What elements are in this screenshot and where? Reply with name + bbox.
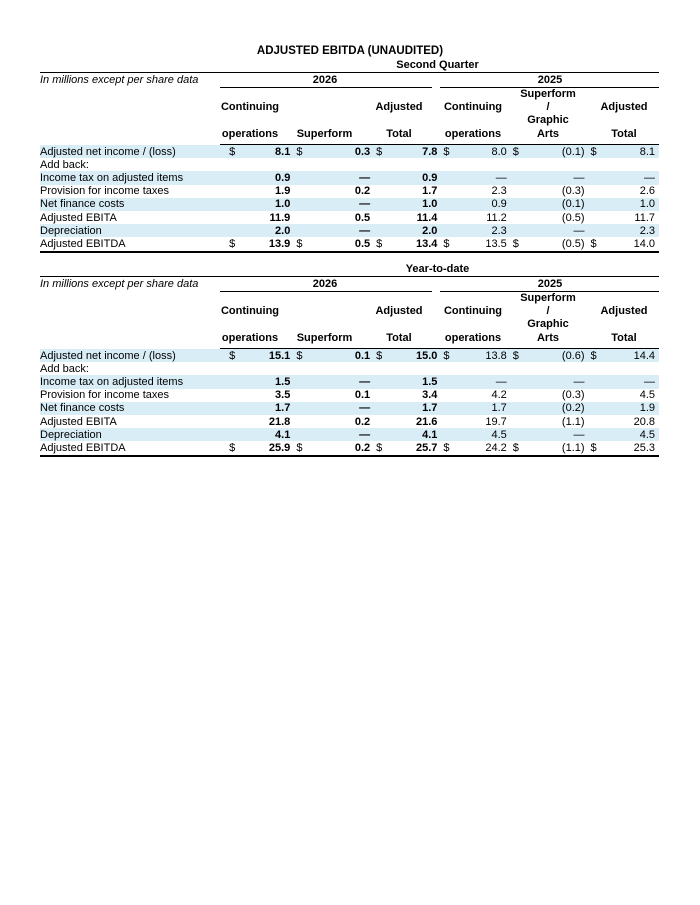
dollar-sign: $ (374, 441, 387, 455)
cell-adjusted-prior: 1.9 (601, 402, 659, 415)
dollar-sign (294, 224, 307, 237)
year-current: 2026 (312, 278, 338, 290)
col-sg-2: / (546, 305, 550, 317)
dollar-sign: $ (294, 145, 307, 158)
cell-continuing-prior: 2.3 (454, 224, 511, 237)
dollar-sign: $ (511, 237, 524, 251)
cell-continuing-current: 1.0 (240, 198, 295, 211)
page-title: ADJUSTED EBITDA (UNAUDITED) (256, 45, 444, 57)
dollar-sign: $ (294, 237, 307, 251)
cell-superform-prior (523, 362, 588, 375)
cell-adjusted-current: 1.7 (387, 402, 442, 415)
table-row (40, 349, 659, 362)
dollar-sign (511, 375, 524, 388)
section-title-q2: Second Quarter (396, 59, 479, 71)
dollar-sign (294, 415, 307, 428)
row-label: Adjusted EBITA (40, 211, 117, 224)
ytd-table-body (40, 349, 659, 456)
cell-continuing-current (240, 362, 295, 375)
row-label: Add back: (40, 158, 89, 171)
cell-superform-prior: (0.1) (523, 198, 588, 211)
cell-adjusted-current (387, 362, 442, 375)
dollar-sign (294, 171, 307, 184)
dollar-sign (441, 211, 454, 224)
dollar-sign: $ (227, 349, 240, 362)
cell-superform-current (307, 362, 374, 375)
dollar-sign (227, 171, 240, 184)
dollar-sign (589, 402, 602, 415)
cell-continuing-current: 15.1 (240, 349, 295, 362)
dollar-sign (374, 211, 387, 224)
cell-adjusted-prior: 2.6 (639, 185, 655, 198)
cell-adjusted-current: 1.0 (387, 198, 442, 211)
cell-continuing-current: 1.7 (240, 402, 295, 415)
dollar-sign (294, 428, 307, 441)
dollar-sign (227, 224, 240, 237)
cell-superform-prior: (1.1) (561, 415, 585, 428)
dollar-sign (511, 158, 524, 171)
dollar-sign: $ (374, 349, 387, 362)
cell-superform-current: 0.2 (354, 415, 371, 428)
cell-superform-prior: (0.5) (561, 211, 585, 224)
dollar-sign (227, 428, 240, 441)
col-sg-3: Graphic (527, 114, 569, 126)
cell-superform-current: — (307, 171, 374, 184)
dollar-sign: $ (441, 441, 454, 455)
dollar-sign (589, 211, 602, 224)
dollar-sign (589, 389, 602, 402)
dollar-sign (374, 428, 387, 441)
dollar-sign: $ (589, 349, 602, 362)
dollar-sign: $ (589, 237, 602, 251)
dollar-sign (441, 428, 454, 441)
dollar-sign: $ (441, 145, 454, 158)
cell-adjusted-current: 1.5 (387, 375, 442, 388)
dollar-sign (589, 224, 602, 237)
cell-adjusted-current: 1.7 (422, 185, 438, 198)
dollar-sign (589, 362, 602, 375)
cell-adjusted-current: 13.4 (387, 237, 442, 251)
cell-superform-prior: — (523, 171, 588, 184)
row-label: Provision for income taxes (40, 185, 169, 198)
year-current: 2026 (312, 74, 338, 86)
dollar-sign (441, 362, 454, 375)
dollar-sign (294, 211, 307, 224)
cell-continuing-current: 1.9 (275, 185, 291, 198)
col-continuing-top: Continuing (220, 101, 280, 113)
table-row (40, 389, 659, 402)
cell-continuing-prior: 2.3 (491, 185, 507, 198)
ytd-table-section (40, 276, 659, 457)
cell-adjusted-current (387, 158, 442, 171)
col-adjusted-prior-bottom: Total (611, 128, 637, 140)
dollar-sign (227, 389, 240, 402)
dollar-sign (227, 211, 240, 224)
dollar-sign (441, 375, 454, 388)
cell-adjusted-prior (601, 362, 659, 375)
dollar-sign (227, 158, 240, 171)
table-row (40, 237, 659, 251)
cell-adjusted-prior: 4.5 (639, 389, 655, 402)
row-label: Net finance costs (40, 402, 227, 415)
row-label: Depreciation (40, 224, 227, 237)
cell-adjusted-prior: 14.4 (601, 349, 659, 362)
dollar-sign (511, 402, 524, 415)
dollar-sign (374, 171, 387, 184)
dollar-sign (511, 362, 524, 375)
dollar-sign (511, 415, 524, 428)
dollar-sign (374, 198, 387, 211)
dollar-sign (294, 389, 307, 402)
cell-continuing-prior: 13.5 (454, 237, 511, 251)
col-sg-3: Graphic (527, 318, 569, 330)
dollar-sign (294, 375, 307, 388)
row-label: Depreciation (40, 428, 227, 441)
table-row (40, 211, 659, 224)
dollar-sign: $ (227, 237, 240, 251)
cell-superform-prior: (0.3) (561, 185, 585, 198)
cell-superform-prior: — (523, 428, 588, 441)
cell-continuing-prior: 13.8 (454, 349, 511, 362)
q2-table-section (40, 72, 659, 253)
cell-adjusted-prior: 2.3 (601, 224, 659, 237)
cell-superform-current: — (307, 224, 374, 237)
table-row (40, 158, 659, 171)
dollar-sign (374, 185, 387, 198)
cell-adjusted-prior (601, 158, 659, 171)
dollar-sign (227, 415, 240, 428)
row-label: Add back: (40, 362, 89, 375)
cell-continuing-prior: — (454, 171, 511, 184)
year-rule-current (220, 291, 432, 292)
cell-superform-current: 0.2 (307, 441, 374, 455)
col-continuing-bottom: operations (221, 128, 279, 140)
cell-adjusted-prior: — (601, 171, 659, 184)
q2-table-body (40, 145, 659, 252)
cell-continuing-current: 1.5 (240, 375, 295, 388)
dollar-sign (227, 375, 240, 388)
header-rule (220, 144, 659, 145)
cell-superform-current: 0.3 (307, 145, 374, 158)
row-label: Adjusted EBITA (40, 415, 117, 428)
dollar-sign: $ (589, 145, 602, 158)
cell-adjusted-current: 21.6 (416, 415, 438, 428)
dollar-sign (511, 171, 524, 184)
dollar-sign: $ (511, 349, 524, 362)
dollar-sign (441, 402, 454, 415)
dollar-sign (441, 185, 454, 198)
dollar-sign (589, 158, 602, 171)
dollar-sign (294, 402, 307, 415)
cell-adjusted-prior: 1.0 (601, 198, 659, 211)
cell-superform-prior: (0.1) (523, 145, 588, 158)
dollar-sign: $ (589, 441, 602, 455)
cell-superform-prior: — (523, 375, 588, 388)
cell-superform-prior: (0.3) (561, 389, 585, 402)
table-row (40, 402, 659, 415)
cell-adjusted-current: 4.1 (387, 428, 442, 441)
cell-adjusted-current: 0.9 (387, 171, 442, 184)
cell-continuing-prior: 19.7 (485, 415, 507, 428)
table-row (40, 198, 659, 211)
row-label: Adjusted EBITDA (40, 441, 227, 455)
cell-adjusted-current: 3.4 (422, 389, 438, 402)
dollar-sign (441, 158, 454, 171)
year-prior: 2025 (537, 74, 563, 86)
col-continuing-prior-bottom: operations (444, 128, 502, 140)
cell-continuing-current: 13.9 (240, 237, 295, 251)
cell-continuing-current: 11.9 (269, 211, 291, 224)
section-title-ytd: Year-to-date (405, 263, 470, 275)
year-rule-current (220, 87, 432, 88)
cell-adjusted-prior: 4.5 (601, 428, 659, 441)
dollar-sign (511, 185, 524, 198)
dollar-sign (227, 185, 240, 198)
cell-adjusted-current: 25.7 (387, 441, 442, 455)
cell-superform-prior: (0.5) (523, 237, 588, 251)
cell-superform-current: — (307, 402, 374, 415)
row-label: Income tax on adjusted items (40, 375, 227, 388)
col-adjusted-top: Adjusted (375, 305, 423, 317)
dollar-sign (511, 428, 524, 441)
cell-continuing-prior: 8.0 (454, 145, 511, 158)
row-label: Adjusted EBITDA (40, 237, 227, 251)
row-label: Net finance costs (40, 198, 227, 211)
dollar-sign: $ (374, 145, 387, 158)
cell-superform-current: 0.5 (307, 237, 374, 251)
dollar-sign (589, 198, 602, 211)
cell-continuing-prior: 11.2 (486, 211, 507, 224)
cell-superform-current: 0.1 (307, 349, 374, 362)
cell-superform-current: 0.2 (354, 185, 371, 198)
cell-superform-prior (523, 158, 588, 171)
dollar-sign (511, 224, 524, 237)
col-sg-4: Arts (536, 128, 559, 140)
cell-continuing-current: 21.8 (268, 415, 291, 428)
dollar-sign (441, 198, 454, 211)
cell-superform-prior: (0.6) (523, 349, 588, 362)
col-sg-2: / (546, 101, 550, 113)
dollar-sign (227, 198, 240, 211)
col-adjusted-prior-top: Adjusted (600, 101, 648, 113)
dollar-sign (589, 428, 602, 441)
cell-superform-current: 0.1 (354, 389, 371, 402)
cell-superform-current: — (307, 198, 374, 211)
col-superform: Superform (296, 128, 353, 140)
dollar-sign (374, 224, 387, 237)
cell-continuing-prior: 0.9 (454, 198, 511, 211)
col-superform: Superform (296, 332, 353, 344)
cell-adjusted-current: 2.0 (387, 224, 442, 237)
table-row (40, 428, 659, 441)
table-row (40, 441, 659, 455)
col-continuing-prior-top: Continuing (443, 305, 503, 317)
dollar-sign (374, 158, 387, 171)
dollar-sign: $ (374, 237, 387, 251)
cell-continuing-current: 0.9 (240, 171, 295, 184)
dollar-sign: $ (511, 441, 524, 455)
year-prior: 2025 (537, 278, 563, 290)
cell-continuing-current: 4.1 (240, 428, 295, 441)
cell-adjusted-prior: 11.7 (634, 211, 655, 224)
cell-continuing-current: 25.9 (240, 441, 295, 455)
dollar-sign (294, 362, 307, 375)
dollar-sign (511, 198, 524, 211)
col-adjusted-prior-bottom: Total (611, 332, 637, 344)
cell-continuing-prior: 24.2 (454, 441, 511, 455)
ytd-table (40, 349, 659, 457)
col-sg-4: Arts (536, 332, 559, 344)
col-adjusted-bottom: Total (386, 332, 412, 344)
cell-continuing-current: 3.5 (275, 389, 291, 402)
cell-superform-prior: (0.2) (523, 402, 588, 415)
table-row (40, 185, 659, 198)
cell-continuing-prior: 1.7 (454, 402, 511, 415)
dollar-sign (374, 415, 387, 428)
table-row (40, 362, 659, 375)
col-continuing-top: Continuing (220, 305, 280, 317)
cell-adjusted-current: 11.4 (416, 211, 438, 224)
q2-table-header (40, 72, 659, 145)
col-adjusted-top: Adjusted (375, 101, 423, 113)
cell-continuing-prior (454, 158, 511, 171)
dollar-sign: $ (441, 237, 454, 251)
cell-continuing-current: 8.1 (240, 145, 295, 158)
dollar-sign: $ (227, 441, 240, 455)
dollar-sign (227, 362, 240, 375)
col-continuing-prior-bottom: operations (444, 332, 502, 344)
cell-superform-current: — (307, 375, 374, 388)
dollar-sign (374, 375, 387, 388)
cell-continuing-prior (454, 362, 511, 375)
dollar-sign (589, 185, 602, 198)
table-row (40, 415, 659, 428)
dollar-sign (589, 415, 602, 428)
col-sg-1: Superform (520, 88, 576, 100)
row-label: Provision for income taxes (40, 389, 169, 402)
table-row (40, 171, 659, 184)
dollar-sign (374, 402, 387, 415)
col-continuing-bottom: operations (221, 332, 279, 344)
dollar-sign (441, 389, 454, 402)
table-row (40, 224, 659, 237)
dollar-sign (511, 211, 524, 224)
q2-table (40, 145, 659, 253)
dollar-sign (227, 402, 240, 415)
dollar-sign: $ (227, 145, 240, 158)
table-row (40, 145, 659, 158)
dollar-sign (294, 158, 307, 171)
cell-continuing-current (240, 158, 295, 171)
cell-continuing-prior: 4.2 (491, 389, 507, 402)
dollar-sign (374, 389, 387, 402)
cell-continuing-prior: 4.5 (454, 428, 511, 441)
dollar-sign: $ (294, 349, 307, 362)
ytd-table-header (40, 276, 659, 349)
table-row (40, 375, 659, 388)
dollar-sign: $ (441, 349, 454, 362)
cell-continuing-prior: — (454, 375, 511, 388)
cell-superform-prior: — (523, 224, 588, 237)
row-label: Adjusted net income / (loss) (40, 145, 227, 158)
dollar-sign: $ (511, 145, 524, 158)
cell-adjusted-prior: — (601, 375, 659, 388)
cell-superform-current: 0.5 (354, 211, 371, 224)
dollar-sign (589, 375, 602, 388)
cell-adjusted-prior: 20.8 (633, 415, 655, 428)
dollar-sign (441, 171, 454, 184)
col-continuing-prior-top: Continuing (443, 101, 503, 113)
dollar-sign (441, 415, 454, 428)
cell-superform-current: — (307, 428, 374, 441)
cell-continuing-current: 2.0 (240, 224, 295, 237)
dollar-sign (589, 171, 602, 184)
cell-adjusted-current: 7.8 (387, 145, 442, 158)
dollar-sign (374, 362, 387, 375)
dollar-sign (294, 185, 307, 198)
cell-adjusted-current: 15.0 (387, 349, 442, 362)
units-label: In millions except per share data (40, 74, 199, 86)
col-adjusted-prior-top: Adjusted (600, 305, 648, 317)
cell-superform-prior: (1.1) (523, 441, 588, 455)
col-sg-1: Superform (520, 292, 576, 304)
cell-adjusted-prior: 8.1 (601, 145, 659, 158)
cell-superform-current (307, 158, 374, 171)
row-label: Income tax on adjusted items (40, 171, 227, 184)
dollar-sign (511, 389, 524, 402)
row-label: Adjusted net income / (loss) (40, 349, 227, 362)
units-label: In millions except per share data (40, 278, 199, 290)
header-rule (220, 348, 659, 349)
col-adjusted-bottom: Total (386, 128, 412, 140)
cell-adjusted-prior: 14.0 (601, 237, 659, 251)
dollar-sign: $ (294, 441, 307, 455)
cell-adjusted-prior: 25.3 (601, 441, 659, 455)
dollar-sign (441, 224, 454, 237)
dollar-sign (294, 198, 307, 211)
